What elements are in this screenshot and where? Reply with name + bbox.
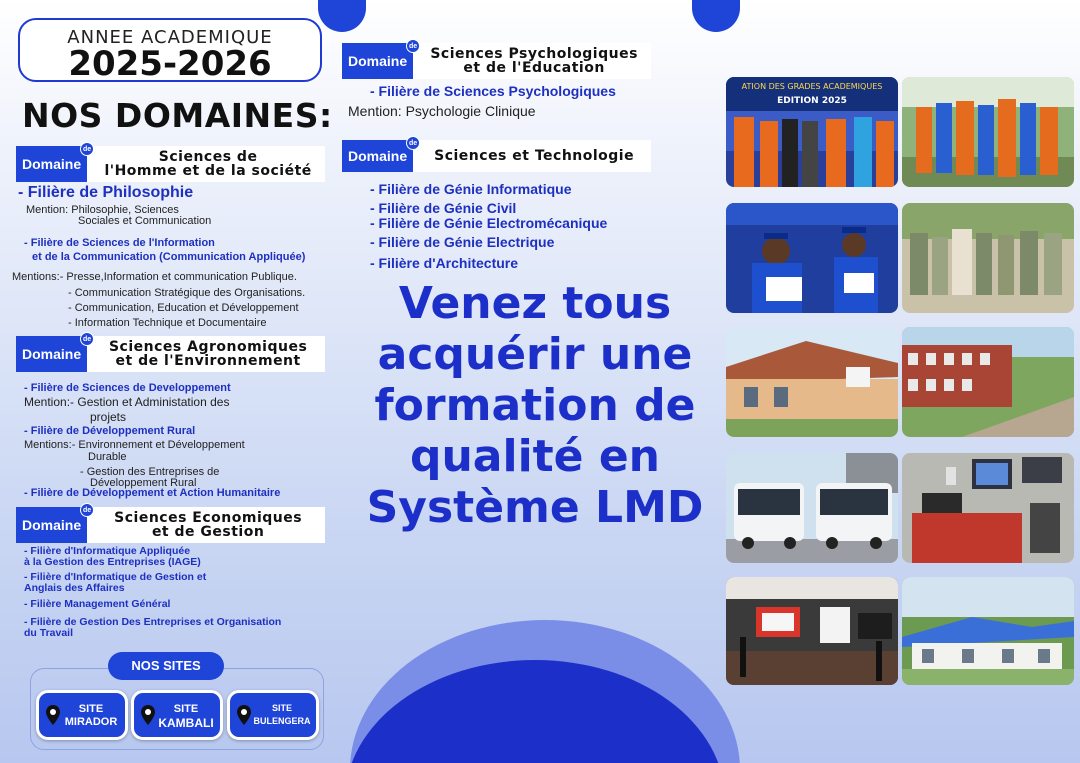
decor-blob-top-right (692, 0, 740, 32)
photo-graduates-procession (902, 77, 1074, 187)
domain-tag (16, 506, 92, 543)
domain-tag-sup: de (80, 503, 94, 517)
filiere-sic-l2: et de la Communication (Communication Appliquée) (32, 251, 306, 263)
slogan (350, 278, 720, 533)
domain-header-tech (342, 140, 651, 172)
slogan-l5: Système LMD (366, 482, 704, 533)
filiere-genie-informatique: - Filière de Génie Informatique (370, 181, 572, 197)
decor-blob-top-left (318, 0, 366, 32)
domain-name-agro (87, 336, 325, 372)
domain-header-eco (16, 507, 325, 543)
domain-tag (16, 145, 92, 182)
filiere-sciences-dev: - Filière de Sciences de Developpement (24, 382, 231, 394)
domain-tag (342, 139, 418, 172)
domain-tag-label: Domaine (22, 346, 82, 362)
site-button-bulengera[interactable] (227, 690, 319, 740)
mention-sic-0: Mentions:- Presse,Information et communication Publique. (12, 271, 297, 283)
domain-tag-label: Domaine (22, 156, 82, 172)
filiere-dev-rural: - Filière de Développement Rural (24, 425, 196, 437)
domain-tag-sup: de (406, 39, 420, 53)
site-label-l1: SITE (78, 703, 104, 715)
academic-year-box (18, 18, 322, 82)
photo-media-lab (902, 453, 1074, 563)
site-label-l1: SITE (271, 703, 292, 713)
site-label-l1: SITE (173, 703, 199, 715)
domain-name-psy (413, 43, 651, 79)
domain-tag-sup: de (80, 142, 94, 156)
domains-title: NOS DOMAINES: (22, 96, 333, 135)
filiere-iage-l1: - Filière d'Informatique Appliquée (24, 545, 191, 557)
domain-tag (16, 335, 92, 372)
domain-name-psy-l2: et de l'Education (463, 60, 605, 76)
domain-name-homme (87, 146, 325, 182)
domain-tag-label: Domaine (348, 53, 408, 69)
filiere-genie-civil: - Filière de Génie Civil (370, 200, 517, 216)
domain-tag-sup: de (406, 136, 420, 150)
domain-tag-label: Domaine (22, 517, 82, 533)
filiere-genie-electromecanique: - Filière de Génie Electromécanique (370, 215, 608, 231)
mention-philo-l1: Mention: Philosophie, Sciences (26, 204, 179, 216)
photo-graduates-diplomas (726, 203, 898, 313)
mention-rural-l3: - Gestion des Entreprises de (80, 466, 220, 478)
mention-dev-l2: projets (90, 410, 127, 424)
site-button-kambali[interactable] (131, 690, 223, 740)
domain-name-eco (87, 507, 325, 543)
domain-name-eco-l2: et de Gestion (151, 524, 265, 540)
slogan-l2: acquérir une (377, 329, 693, 380)
mention-sic-1: - Communication Stratégique des Organisations. (68, 287, 306, 299)
photo-parade (902, 203, 1074, 313)
mention-sic-2: - Communication, Education et Développement (68, 302, 299, 314)
domain-header-psy (342, 43, 651, 79)
site-label-l2: MIRADOR (64, 716, 118, 728)
photo-campus-building-1 (726, 327, 898, 437)
slogan-l3: formation de (374, 380, 696, 431)
domain-header-homme (16, 146, 325, 182)
domain-tag-sup: de (80, 332, 94, 346)
location-pin-icon (237, 705, 251, 725)
photo-banner-l2: EDITION 2025 (777, 96, 847, 106)
filiere-architecture: - Filière d'Architecture (370, 255, 519, 271)
mention-philo-l2: Sociales et Communication (78, 215, 212, 227)
academic-year-label: ANNEE ACADEMIQUE (67, 27, 273, 48)
filiere-philosophie: - Filière de Philosophie (18, 184, 194, 201)
mention-rural-l1: Mentions:- Environnement et Développement (24, 439, 245, 451)
mention-rural-l2: Durable (88, 451, 127, 463)
filiere-genie-electrique: - Filière de Génie Electrique (370, 234, 555, 250)
location-pin-icon (141, 705, 155, 725)
slogan-l4: qualité en (409, 431, 661, 482)
filiere-dev-humanitaire: - Filière de Développement et Action Humanitaire (24, 487, 281, 499)
location-pin-icon (46, 705, 60, 725)
filiere-management: - Filière Management Général (24, 598, 171, 610)
academic-year-value: 2025-2026 (68, 44, 272, 84)
mention-psy: Mention: Psychologie Clinique (348, 103, 536, 119)
sites-title: NOS SITES (108, 652, 224, 680)
domain-tag-label: Domaine (348, 148, 408, 164)
filiere-gestion-entreprises-l2: du Travail (24, 627, 74, 639)
filiere-sic-l1: - Filière de Sciences de l'Information (24, 237, 215, 249)
domain-name-agro-l1: Sciences Agronomiques (108, 339, 308, 355)
photo-tv-studio (726, 577, 898, 685)
filiere-gestion-entreprises-l1: - Filière de Gestion Des Entreprises et Organisation (24, 616, 282, 628)
mention-sic-3: - Information Technique et Documentaire (68, 317, 267, 329)
photo-campus-house (902, 577, 1074, 685)
filiere-sciences-psy: - Filière de Sciences Psychologiques (370, 83, 616, 99)
domain-name-tech: Sciences et Technologie (413, 140, 651, 172)
domain-name-agro-l2: et de l'Environnement (115, 353, 301, 369)
photo-graduation-stage (726, 77, 898, 187)
mention-rural-l4: Développement Rural (90, 477, 197, 489)
photo-buses (726, 453, 898, 563)
site-button-mirador[interactable] (36, 690, 128, 740)
photo-banner-l1: ATION DES GRADES ACADEMIQUES (741, 82, 883, 91)
domain-name-psy-l1: Sciences Psychologiques (430, 46, 638, 62)
filiere-info-gestion-l1: - Filière d'Informatique de Gestion et (24, 571, 207, 583)
domain-name-homme-l1: Sciences de (158, 149, 258, 165)
photo-campus-building-2 (902, 327, 1074, 437)
filiere-info-gestion-l2: Anglais des Affaires (24, 582, 125, 594)
site-label-l2: KAMBALI (158, 716, 214, 730)
domain-name-homme-l2: l'Homme et de la société (104, 163, 312, 179)
domain-name-eco-l1: Sciences Economiques (114, 510, 303, 526)
domain-header-agro (16, 336, 325, 372)
mention-dev-l1: Mention:- Gestion et Administation des (24, 395, 230, 409)
domain-tag (342, 42, 418, 79)
filiere-iage-l2: à la Gestion des Entreprises (IAGE) (24, 556, 201, 568)
site-label-l2: BULENGERA (253, 716, 311, 726)
slogan-l1: Venez tous (398, 278, 672, 329)
